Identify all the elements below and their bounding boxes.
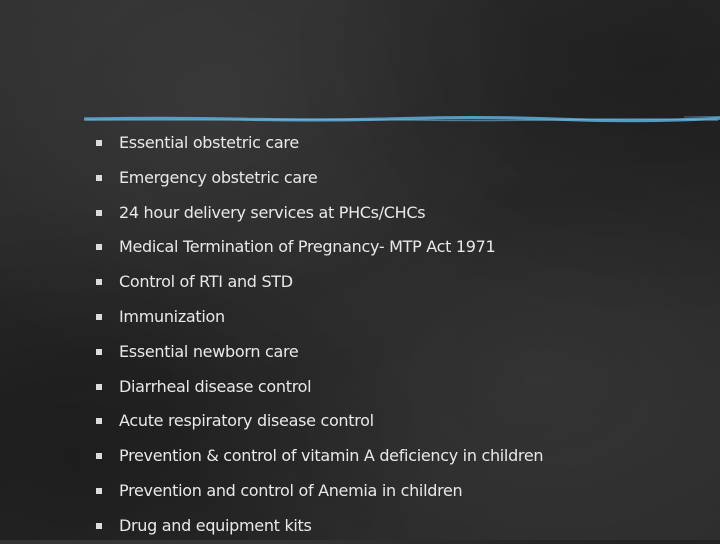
- list-item: [96, 439, 543, 474]
- list-item-text: Emergency obstetric care: [119, 167, 318, 187]
- list-item: [96, 474, 543, 509]
- list-item: [96, 230, 543, 265]
- title-divider-line: [84, 114, 720, 124]
- square-bullet-icon: [96, 418, 102, 424]
- list-item-text: Medical Termination of Pregnancy- MTP Act 1971: [119, 237, 496, 257]
- square-bullet-icon: [96, 453, 102, 459]
- bullet-list: [96, 126, 543, 544]
- list-item: [96, 370, 543, 405]
- list-item: [96, 300, 543, 335]
- list-item-text: Control of RTI and STD: [119, 272, 293, 292]
- list-item-text: Drug and equipment kits: [119, 515, 312, 535]
- list-item-text: Prevention & control of vitamin A deficiency in children: [119, 446, 544, 466]
- list-item: [96, 126, 543, 161]
- square-bullet-icon: [96, 349, 102, 355]
- list-item-text: Essential obstetric care: [119, 133, 299, 152]
- list-item: [96, 161, 543, 196]
- square-bullet-icon: [96, 488, 102, 494]
- square-bullet-icon: [96, 210, 102, 216]
- list-item: [96, 509, 543, 544]
- list-item-text: Prevention and control of Anemia in children: [119, 480, 463, 500]
- square-bullet-icon: [96, 140, 102, 146]
- square-bullet-icon: [96, 523, 102, 529]
- square-bullet-icon: [96, 314, 102, 320]
- list-item: [96, 265, 543, 300]
- list-item-text: Acute respiratory disease control: [119, 411, 374, 431]
- square-bullet-icon: [96, 244, 102, 250]
- square-bullet-icon: [96, 175, 102, 181]
- list-item: [96, 335, 543, 370]
- list-item: [96, 196, 543, 231]
- square-bullet-icon: [96, 384, 102, 390]
- list-item-text: Immunization: [119, 306, 225, 326]
- list-item-text: Essential newborn care: [119, 341, 299, 361]
- list-item-text: 24 hour delivery services at PHCs/CHCs: [119, 202, 426, 222]
- square-bullet-icon: [96, 279, 102, 285]
- list-item-text: Diarrheal disease control: [119, 376, 312, 396]
- list-item: [96, 404, 543, 439]
